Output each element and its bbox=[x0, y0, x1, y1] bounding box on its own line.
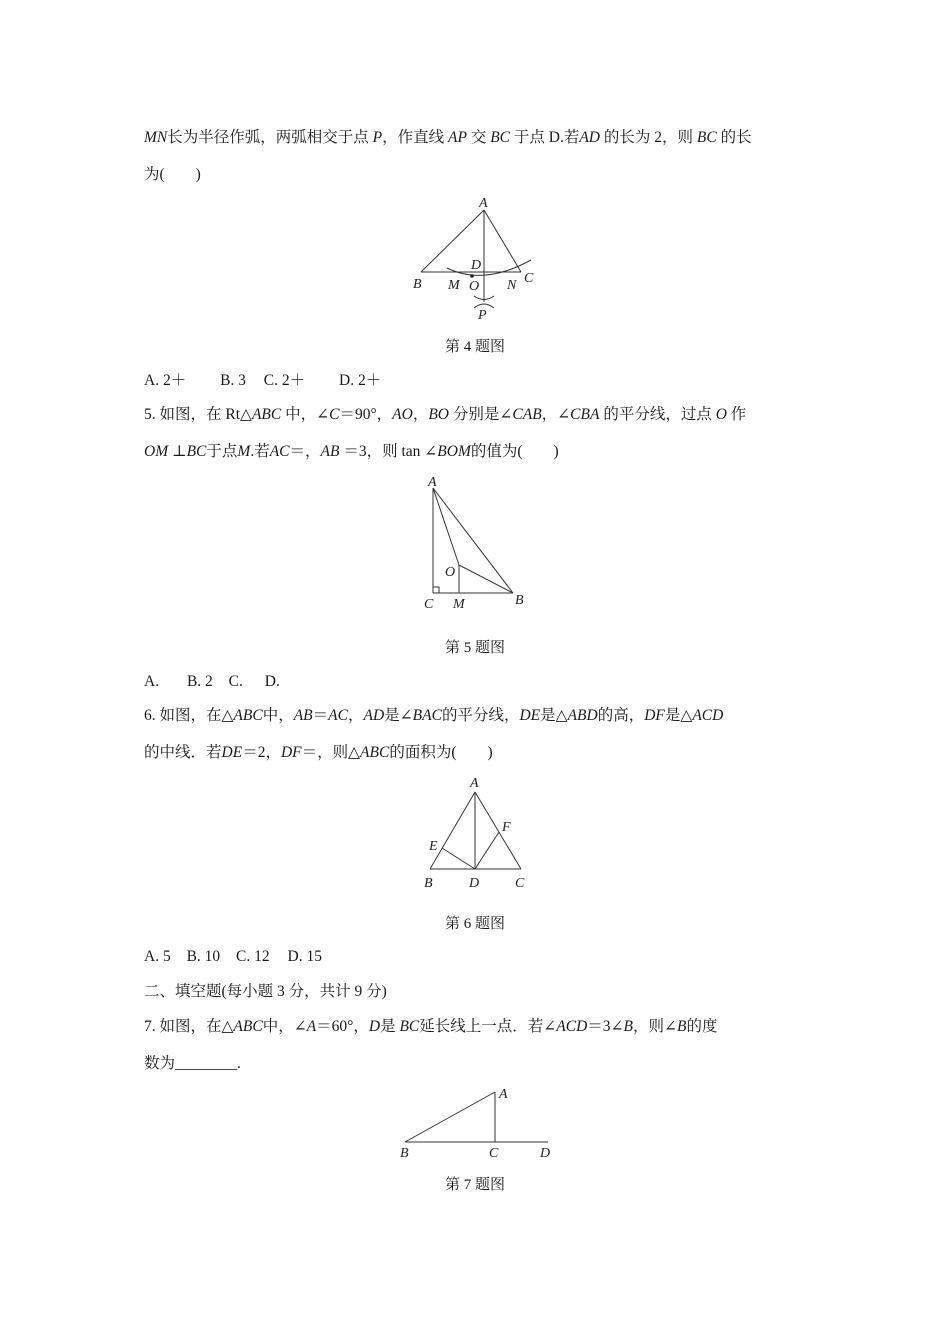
text: ， bbox=[412, 406, 429, 423]
option-d[interactable]: D. bbox=[264, 673, 280, 690]
text: 的平分线，过点 bbox=[603, 406, 712, 423]
label-C: C bbox=[524, 271, 534, 286]
text: 的高， bbox=[597, 707, 645, 724]
option-b[interactable]: B. 10 bbox=[186, 948, 221, 965]
text: 延长线上一点．若∠ bbox=[419, 1018, 557, 1035]
math-var: MN bbox=[144, 129, 168, 146]
math-var: ABD bbox=[567, 707, 598, 724]
label-C: C bbox=[515, 876, 525, 891]
label-D: D bbox=[471, 258, 482, 273]
math-var: BC bbox=[490, 129, 511, 146]
text: ＝90°， bbox=[339, 406, 393, 423]
q4-stem-line2: 为( ) bbox=[144, 166, 201, 183]
label-M: M bbox=[453, 597, 465, 612]
label-A: A bbox=[428, 475, 437, 490]
text: 数为 bbox=[144, 1055, 176, 1072]
label-M: M bbox=[448, 278, 460, 293]
math-var: DF bbox=[280, 744, 302, 761]
label-P: P bbox=[478, 308, 487, 323]
text: 是△ bbox=[664, 707, 693, 724]
math-var: BO bbox=[428, 406, 450, 423]
label-B: B bbox=[515, 593, 524, 608]
option-a[interactable]: A. 5 bbox=[144, 948, 171, 965]
math-var: B bbox=[677, 1018, 687, 1035]
option-d[interactable]: D. 15 bbox=[287, 948, 322, 965]
text: ， bbox=[347, 707, 364, 724]
math-var: D bbox=[368, 1018, 381, 1035]
text: 6. 如图，在△ bbox=[144, 707, 234, 724]
q7-stem-line2 bbox=[144, 1054, 241, 1074]
math-var: AO bbox=[392, 406, 413, 423]
figure-5-caption: 第 5 题图 bbox=[444, 640, 505, 656]
label-B: B bbox=[424, 876, 433, 891]
option-c[interactable]: C. 2＋ bbox=[263, 372, 306, 389]
math-var: BAC bbox=[412, 707, 442, 724]
label-A: A bbox=[479, 196, 488, 211]
label-E: E bbox=[429, 839, 438, 854]
math-var: AC bbox=[328, 707, 348, 724]
math-var: AD bbox=[363, 707, 385, 724]
option-c[interactable]: C. 12 bbox=[236, 948, 270, 965]
text: 作 bbox=[730, 406, 747, 423]
math-var: ABC bbox=[233, 1018, 263, 1035]
math-var: C bbox=[329, 406, 340, 423]
math-var: ABC bbox=[251, 406, 282, 423]
text: 是△ bbox=[540, 707, 568, 724]
text: 的长 bbox=[720, 129, 752, 146]
math-var: ABC bbox=[233, 707, 263, 724]
math-var: ABC bbox=[360, 744, 390, 761]
text: ，则∠ bbox=[633, 1018, 677, 1035]
math-var: AP bbox=[448, 129, 467, 146]
text: .若 bbox=[250, 443, 270, 460]
text: 的值为( ) bbox=[470, 443, 559, 460]
math-var: ACD bbox=[692, 707, 724, 724]
text: 7. 如图，在△ bbox=[144, 1018, 234, 1035]
text: 是∠ bbox=[384, 707, 413, 724]
text: 于点 bbox=[206, 443, 238, 460]
text: ＝，则△ bbox=[301, 744, 361, 761]
math-var: AC bbox=[269, 443, 290, 460]
text: ＝3∠ bbox=[587, 1018, 624, 1035]
label-A: A bbox=[499, 1087, 508, 1102]
option-b[interactable]: B. 3 bbox=[220, 372, 246, 389]
q5-stem-line2 bbox=[144, 442, 559, 462]
q6-stem-line1 bbox=[144, 706, 723, 726]
math-var: DF bbox=[644, 707, 665, 724]
text: 交 bbox=[470, 129, 487, 146]
label-O: O bbox=[445, 565, 456, 580]
math-var: O bbox=[715, 406, 727, 423]
math-var: BOM bbox=[437, 443, 471, 460]
label-C: C bbox=[424, 597, 434, 612]
text: 分别是∠ bbox=[452, 406, 513, 423]
label-C: C bbox=[489, 1146, 499, 1161]
math-var: A bbox=[306, 1018, 317, 1035]
text: 是 bbox=[380, 1018, 396, 1035]
text: 的长为 2，则 bbox=[603, 129, 694, 146]
label-O: O bbox=[469, 279, 480, 294]
section-heading: 二、填空题(每小题 3 分，共计 9 分) bbox=[144, 983, 387, 1000]
math-var: AD bbox=[579, 129, 601, 146]
q4-options bbox=[144, 371, 381, 391]
q6-stem-line2 bbox=[144, 743, 493, 763]
math-var: P bbox=[372, 129, 383, 146]
option-a[interactable]: A. bbox=[144, 673, 160, 690]
math-var: AB bbox=[293, 707, 313, 724]
math-var: DE bbox=[519, 707, 541, 724]
option-d[interactable]: D. 2＋ bbox=[339, 372, 382, 389]
option-c[interactable]: C. bbox=[228, 673, 243, 690]
label-B: B bbox=[400, 1146, 409, 1161]
option-b[interactable]: B. 2 bbox=[186, 673, 213, 690]
math-var: ACD bbox=[556, 1018, 588, 1035]
text: ，作直线 bbox=[382, 129, 445, 146]
text: 的面积为( ) bbox=[389, 744, 493, 761]
text: 中，∠ bbox=[285, 406, 330, 423]
text: 中， bbox=[262, 707, 294, 724]
math-var: M bbox=[237, 443, 251, 460]
math-var: CBA bbox=[570, 406, 600, 423]
label-B: B bbox=[413, 277, 422, 292]
text: 的中线．若 bbox=[144, 744, 222, 761]
q5-options bbox=[144, 672, 280, 692]
math-var: BC bbox=[399, 1018, 420, 1035]
text: 于点 D.若 bbox=[513, 129, 580, 146]
label-F: F bbox=[502, 820, 511, 835]
math-var: OM bbox=[144, 443, 169, 460]
q7-stem-line1 bbox=[144, 1017, 717, 1037]
label-A: A bbox=[470, 776, 479, 791]
text: 中，∠ bbox=[262, 1018, 307, 1035]
text: ＝ bbox=[312, 707, 329, 724]
figure-6-caption: 第 6 题图 bbox=[444, 916, 505, 932]
text: ＝3，则 tan ∠ bbox=[339, 443, 438, 460]
q6-options bbox=[144, 947, 322, 967]
math-var: DE bbox=[221, 744, 243, 761]
q5-stem-line1 bbox=[144, 405, 746, 425]
label-N: N bbox=[507, 278, 517, 293]
math-var: BC bbox=[186, 443, 207, 460]
label-D: D bbox=[540, 1146, 551, 1161]
math-var: BC bbox=[696, 129, 717, 146]
label-D: D bbox=[469, 876, 480, 891]
math-var: B bbox=[623, 1018, 633, 1035]
text: ⊥ bbox=[168, 443, 187, 460]
answer-blank[interactable]: ________ bbox=[175, 1055, 238, 1072]
math-var: CAB bbox=[512, 406, 542, 423]
text: 5. 如图，在 Rt△ bbox=[144, 406, 252, 423]
text: ＝60°， bbox=[316, 1018, 369, 1035]
text: ＝2， bbox=[242, 744, 281, 761]
text: 的度 bbox=[686, 1018, 718, 1035]
option-a[interactable]: A. 2＋ bbox=[144, 372, 187, 389]
figure-4-caption: 第 4 题图 bbox=[444, 339, 505, 355]
math-var: AB bbox=[320, 443, 340, 460]
text: 的平分线， bbox=[441, 707, 520, 724]
text: ，∠ bbox=[541, 406, 571, 423]
text: ＝， bbox=[289, 443, 321, 460]
figure-7-caption: 第 7 题图 bbox=[444, 1177, 505, 1193]
text: 长为半径作弧，两弧相交于点 bbox=[167, 129, 369, 146]
text: . bbox=[237, 1055, 241, 1072]
